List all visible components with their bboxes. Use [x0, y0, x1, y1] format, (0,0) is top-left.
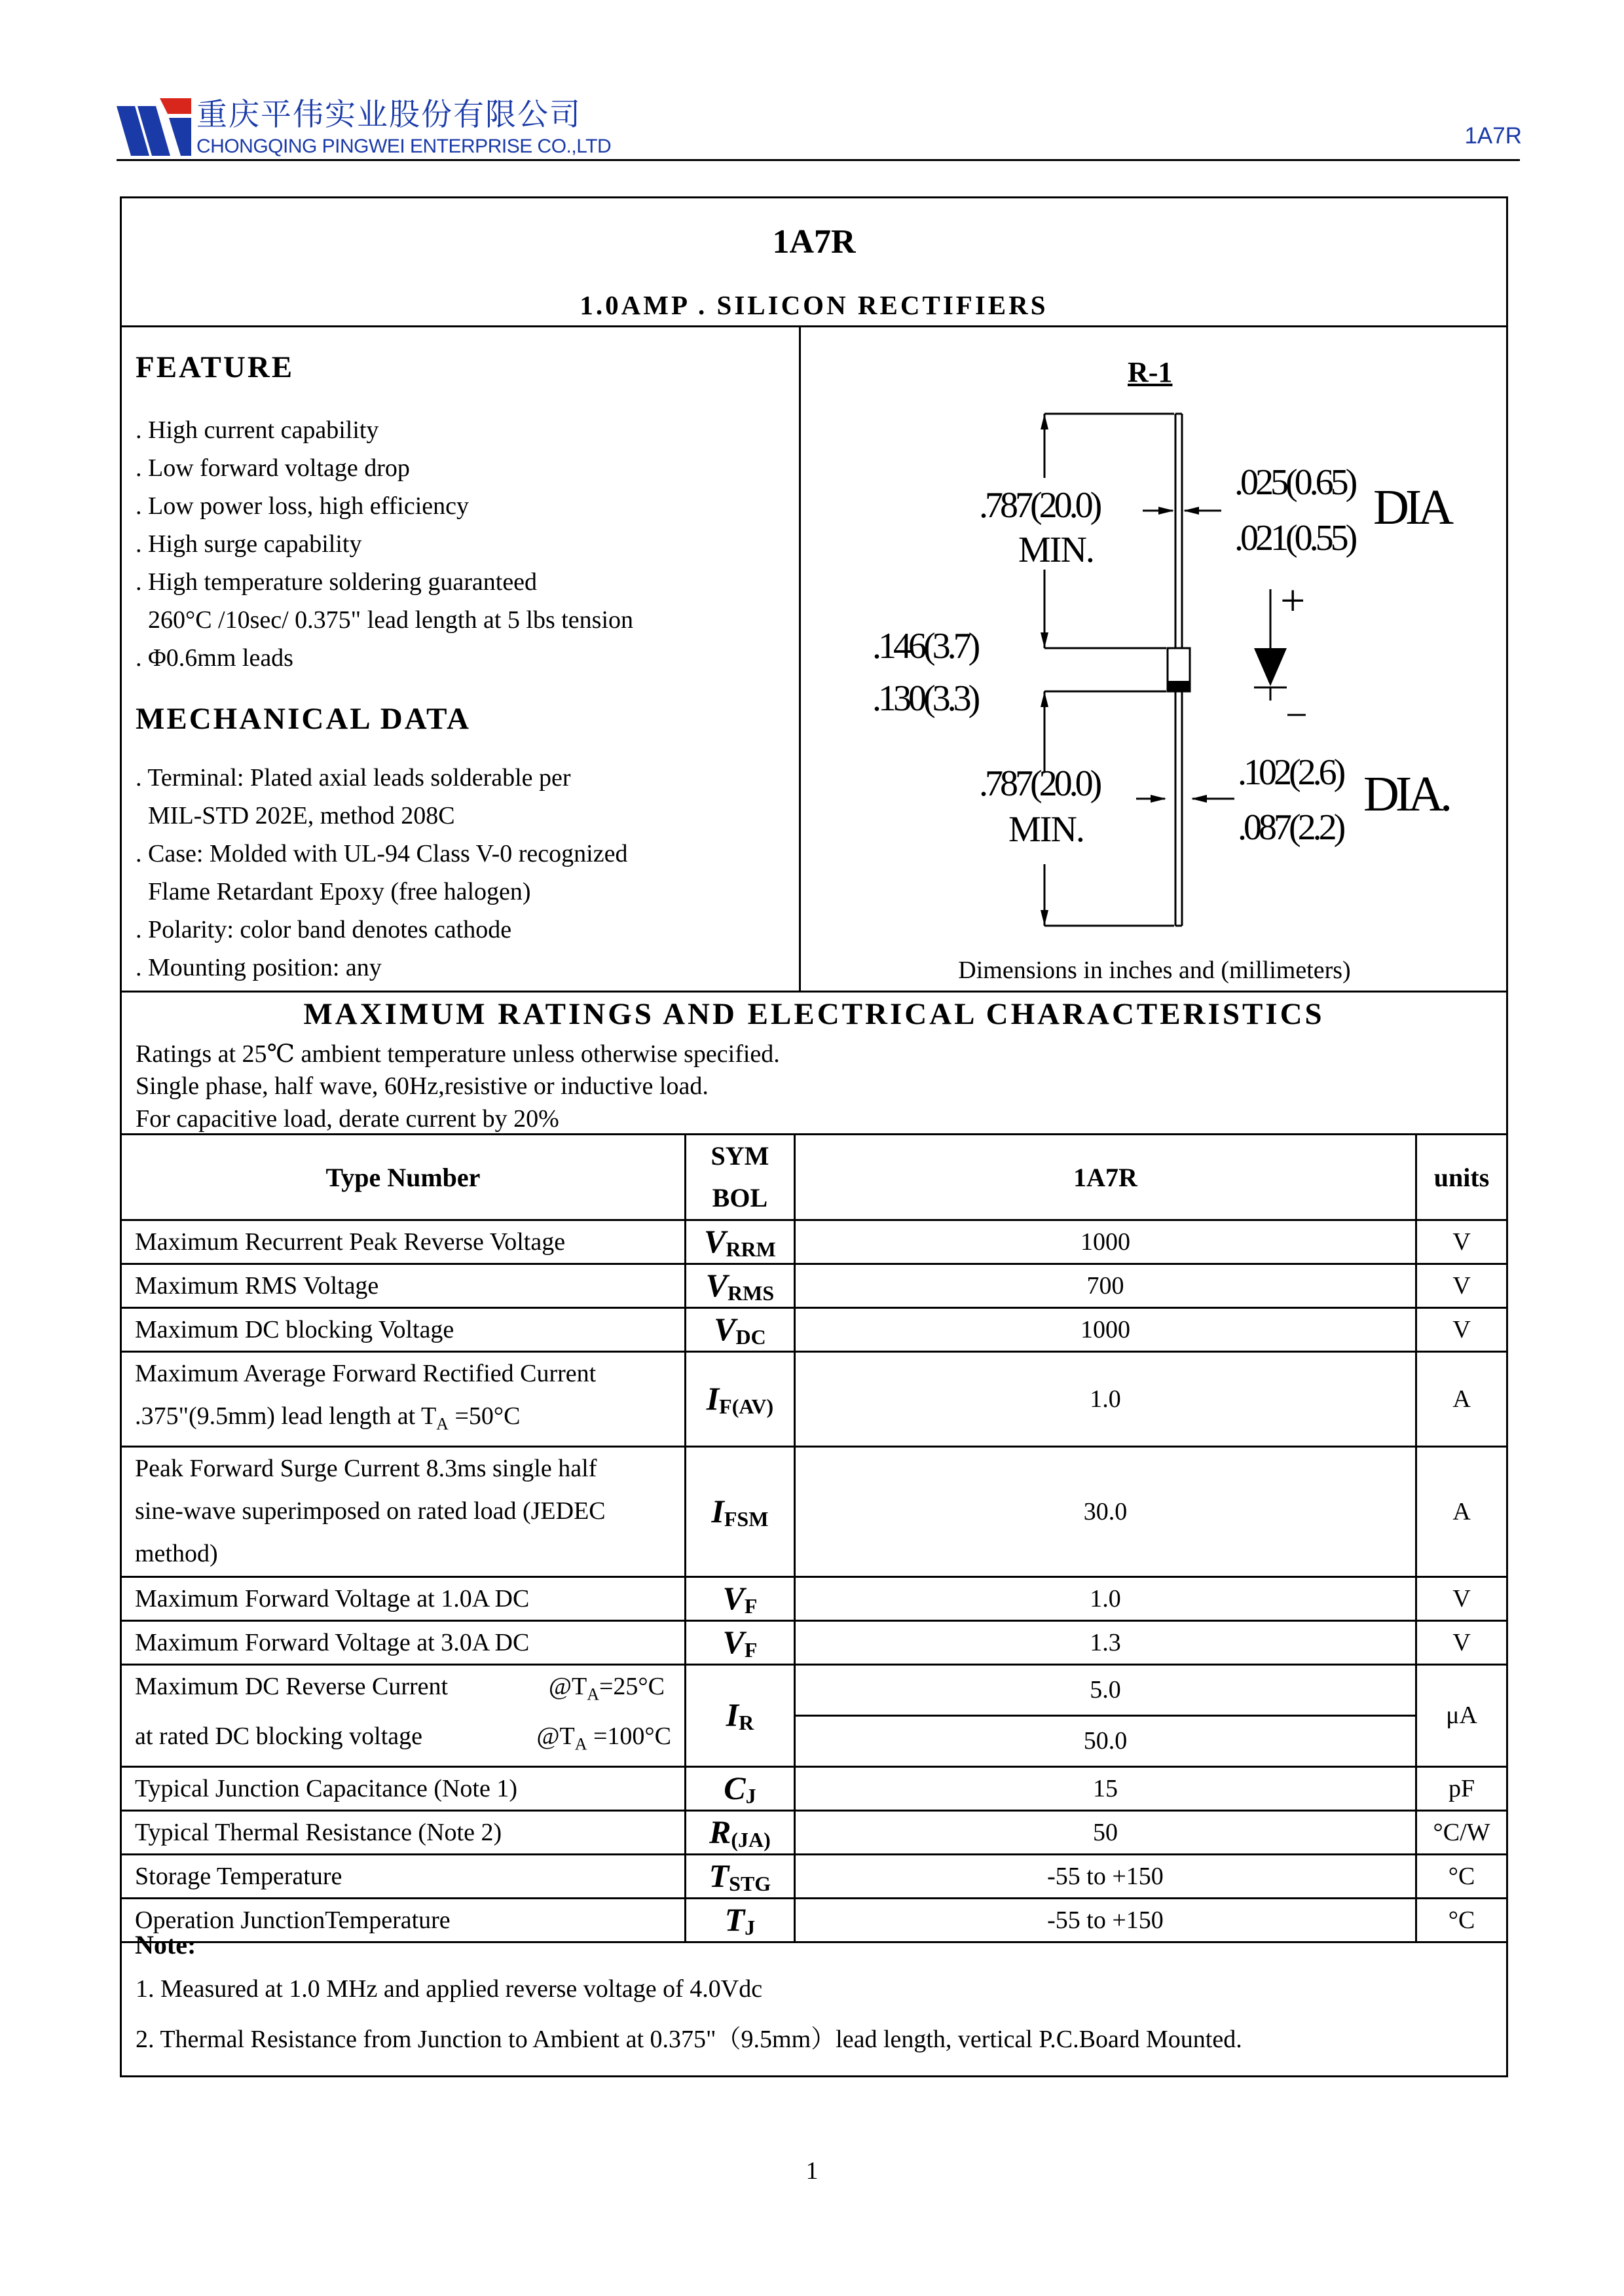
header-symbol [685, 1135, 794, 1220]
symbol-cell: $T_J$ [685, 1898, 794, 1942]
value-cell: 1000 [794, 1308, 1416, 1352]
unit-cell: A [1416, 1352, 1507, 1447]
company-name-cn: 重庆平伟实业股份有限公司 [196, 97, 581, 133]
symbol-cell: $V_{RRM}$ [685, 1220, 794, 1264]
value-cell: 700 [794, 1264, 1416, 1308]
param-cell: Maximum Recurrent Peak Reverse Voltage [121, 1220, 686, 1264]
table-row [121, 1898, 1507, 1942]
feature-item: . Low power loss, high efficiency [136, 492, 470, 520]
symbol-cell: $T_{STG}$ [685, 1854, 794, 1898]
table-row [121, 1264, 1507, 1308]
dimensions-caption: Dimensions in inches and (millimeters) [958, 957, 1351, 984]
document-title: 1A7R [772, 223, 856, 261]
value-cell: 50 [794, 1810, 1416, 1854]
divider [120, 325, 1508, 327]
company-logo [115, 97, 193, 157]
unit-cell: V [1416, 1220, 1507, 1264]
unit-cell: V [1416, 1576, 1507, 1620]
mechanical-item: . Terminal: Plated axial leads solderable per [136, 764, 571, 792]
dim-lead-dia-label: DIA [1373, 480, 1450, 535]
divider [120, 991, 1508, 993]
table-row [121, 1620, 1507, 1664]
value-cell: 1000 [794, 1220, 1416, 1264]
feature-item: 260°C /10sec/ 0.375" lead length at 5 lbs tension [136, 606, 633, 634]
ratings-table [120, 1133, 1508, 1943]
feature-item: . High surge capability [136, 530, 362, 558]
dim-body-dia-min: .087(2.2) [1238, 807, 1343, 848]
param-cell: Operation JunctionTemperature [121, 1898, 686, 1942]
dim-lead-length-bottom: .787(20.0) [979, 763, 1099, 804]
ratings-condition: Single phase, half wave, 60Hz,resistive or inductive load. [136, 1072, 709, 1100]
package-outline-drawing [802, 393, 1506, 949]
dim-lead-dia-max: .025(0.65) [1234, 462, 1355, 503]
param-cell: Maximum Forward Voltage at 1.0A DC [121, 1576, 686, 1620]
param-cell: Maximum RMS Voltage [121, 1264, 686, 1308]
mechanical-heading: MECHANICAL DATA [136, 702, 471, 736]
ratings-heading: MAXIMUM RATINGS AND ELECTRICAL CHARACTERISTICS [303, 997, 1325, 1031]
mechanical-item: . Polarity: color band denotes cathode [136, 916, 512, 943]
ratings-condition: Ratings at 25℃ ambient temperature unless otherwise specified. [136, 1040, 780, 1068]
table-header-row [121, 1135, 1507, 1220]
header-type-number: Type Number [121, 1135, 686, 1220]
value-cell: 5.0 [794, 1664, 1416, 1715]
polarity-plus: + [1280, 575, 1306, 625]
table-row [121, 1810, 1507, 1854]
dim-body-length-max: .146(3.7) [872, 626, 978, 666]
param-cell: Peak Forward Surge Current 8.3ms single half sine-wave superimposed on rated load (JEDEC method) [121, 1446, 686, 1576]
param-cell: Maximum Average Forward Rectified Current .375"(9.5mm) lead length at $T_A =50^\circ C$ [121, 1352, 686, 1447]
table-row [121, 1576, 1507, 1620]
dim-lead-length-bottom-min: MIN. [1008, 809, 1084, 850]
unit-cell: pF [1416, 1766, 1507, 1810]
param-cell: Typical Junction Capacitance (Note 1) [121, 1766, 686, 1810]
mechanical-item: . Mounting position: any [136, 954, 382, 981]
header-part: 1A7R [794, 1135, 1416, 1220]
table-row [121, 1854, 1507, 1898]
mechanical-item: . Case: Molded with UL-94 Class V-0 recognized [136, 840, 628, 867]
symbol-cell: $V_F$ [685, 1620, 794, 1664]
unit-cell: V [1416, 1620, 1507, 1664]
dim-lead-dia-min: .021(0.55) [1234, 518, 1355, 558]
unit-cell: °C/W [1416, 1810, 1507, 1854]
unit-cell: V [1416, 1264, 1507, 1308]
param-cell: Typical Thermal Resistance (Note 2) [121, 1810, 686, 1854]
value-cell: -55 to +150 [794, 1854, 1416, 1898]
value-cell: 1.0 [794, 1576, 1416, 1620]
header-rule [117, 159, 1520, 161]
divider [799, 325, 801, 992]
feature-item: . Φ0.6mm leads [136, 644, 293, 672]
mechanical-item: Flame Retardant Epoxy (free halogen) [136, 878, 531, 905]
table-row [121, 1352, 1507, 1447]
symbol-cell: $V_{RMS}$ [685, 1264, 794, 1308]
table-row [121, 1766, 1507, 1810]
value-cell: 50.0 [794, 1715, 1416, 1766]
document-subtitle: 1.0AMP . SILICON RECTIFIERS [580, 290, 1048, 320]
feature-item: . High current capability [136, 416, 379, 444]
value-cell: 1.0 [794, 1352, 1416, 1447]
ratings-condition: For capacitive load, derate current by 20% [136, 1105, 559, 1133]
symbol-cell: $R_{(JA)}$ [685, 1810, 794, 1854]
unit-cell: A [1416, 1446, 1507, 1576]
symbol-cell: $V_{DC}$ [685, 1308, 794, 1352]
notes-heading: Note: [135, 1930, 196, 1959]
feature-item: . High temperature soldering guaranteed [136, 568, 538, 596]
value-cell: 15 [794, 1766, 1416, 1810]
unit-cell: V [1416, 1308, 1507, 1352]
feature-item: . Low forward voltage drop [136, 454, 410, 482]
symbol-cell: $I_{FSM}$ [685, 1446, 794, 1576]
value-cell: 30.0 [794, 1446, 1416, 1576]
note-item: 1. Measured at 1.0 MHz and applied reverse voltage of 4.0Vdc [136, 1975, 763, 2003]
dim-body-dia-label: DIA. [1363, 767, 1449, 822]
header-part-number: 1A7R [1464, 123, 1522, 149]
table-row [121, 1664, 1507, 1715]
symbol-cell: $I_{F(AV)}$ [685, 1352, 794, 1447]
feature-heading: FEATURE [136, 350, 295, 384]
symbol-cell: $C_J$ [685, 1766, 794, 1810]
table-row [121, 1446, 1507, 1576]
symbol-cell: $I_R$ [685, 1664, 794, 1766]
value-cell: 1.3 [794, 1620, 1416, 1664]
param-cell: Storage Temperature [121, 1854, 686, 1898]
table-row [121, 1220, 1507, 1264]
package-name: R-1 [1128, 356, 1173, 388]
mechanical-item: MIL-STD 202E, method 208C [136, 802, 455, 829]
dim-lead-length-top: .787(20.0) [979, 485, 1099, 526]
dim-lead-length-top-min: MIN. [1018, 530, 1094, 570]
symbol-cell: $V_F$ [685, 1576, 794, 1620]
polarity-minus: − [1285, 693, 1308, 737]
table-row [121, 1308, 1507, 1352]
value-cell: -55 to +150 [794, 1898, 1416, 1942]
header-symbol-line1: SYM [710, 1141, 769, 1171]
unit-cell: °C [1416, 1898, 1507, 1942]
company-name-en: CHONGQING PINGWEI ENTERPRISE CO.,LTD [196, 136, 612, 157]
param-cell: Maximum DC Reverse Current $@T_A=25^\circ C$ at rated DC blocking voltage $@T_A =100^\circ C$ [121, 1664, 686, 1766]
note-item: 2. Thermal Resistance from Junction to Ambient at 0.375"（9.5mm）lead length, vertical P.C.Board Mounted. [136, 2026, 1242, 2053]
unit-cell: °C [1416, 1854, 1507, 1898]
dim-body-dia-max: .102(2.6) [1238, 752, 1343, 793]
unit-cell: μA [1416, 1664, 1507, 1766]
page-number: 1 [805, 2157, 819, 2185]
param-cell: Maximum DC blocking Voltage [121, 1308, 686, 1352]
param-cell: Maximum Forward Voltage at 3.0A DC [121, 1620, 686, 1664]
header-symbol-line2: BOL [712, 1183, 768, 1212]
dim-body-length-min: .130(3.3) [872, 678, 978, 719]
header-units: units [1416, 1135, 1507, 1220]
